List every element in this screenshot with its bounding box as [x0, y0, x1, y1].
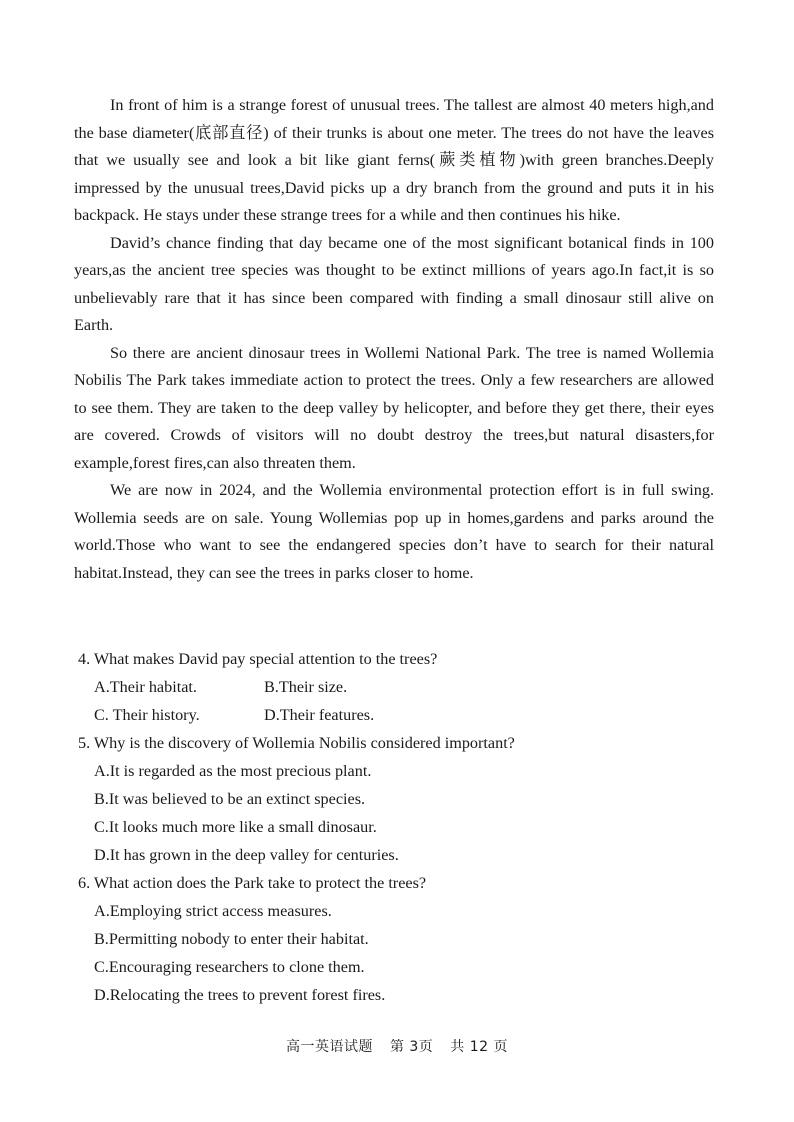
- question-options: [78, 673, 718, 729]
- option-b: B.Their size.: [264, 678, 348, 696]
- option-a: A.Employing strict access measures.: [94, 902, 332, 920]
- exam-title: 高一英语试题: [286, 1039, 373, 1055]
- option-c: C.It looks much more like a small dinosaur.: [94, 818, 377, 836]
- question-4: [78, 645, 718, 729]
- option-a: A.It is regarded as the most precious plant.: [94, 762, 372, 780]
- question-stem: 6. What action does the Park take to protect the trees?: [78, 874, 427, 892]
- page-number: 第 3页: [389, 1039, 434, 1055]
- option-c: C.Encouraging researchers to clone them.: [94, 958, 365, 976]
- option-b: B.Permitting nobody to enter their habitat.: [94, 930, 369, 948]
- question-options: [78, 757, 718, 869]
- question-stem: 5. Why is the discovery of Wollemia Nobilis considered important?: [78, 734, 515, 752]
- option-c: C. Their history.: [94, 706, 200, 724]
- option-a: A.Their habitat.: [94, 678, 197, 696]
- passage-paragraph: David’s chance finding that day became one of the most significant botanical finds in 100 years,as the ancient tree species was thought to be extinct millions of years ago.In fact,it is so unbelievably rare that it has since been compared with finding a small dinosaur still alive on Earth.: [74, 233, 714, 334]
- question-5: [78, 729, 718, 869]
- page-footer: [0, 1036, 794, 1056]
- question-6: [78, 869, 718, 1009]
- passage-paragraph: So there are ancient dinosaur trees in Wollemi National Park. The tree is named Wollemia Nobilis The Park takes immediate action to protect the trees. Only a few researchers are allowed to see them. They are taken to the deep valley by helicopter, and before they get there, their eyes are covered. Crowds of visitors will no doubt destroy the trees,but natural disasters,for example,forest fires,can also threaten them.: [74, 343, 714, 472]
- question-list: [78, 645, 718, 1009]
- passage-paragraph: We are now in 2024, and the Wollemia environmental protection effort is in full swing. Wollemia seeds are on sale. Young Wollemias pop up in homes,gardens and parks around the world.Those who want to see the endangered species don’t have to search for their natural habitat.Instead, they can see the trees in parks closer to home.: [74, 481, 714, 582]
- question-options: [78, 897, 718, 1009]
- page-total: 共 12 页: [450, 1039, 508, 1055]
- question-stem: 4. What makes David pay special attention to the trees?: [78, 650, 438, 668]
- reading-passage: [74, 92, 714, 587]
- option-d: D.It has grown in the deep valley for centuries.: [94, 846, 399, 864]
- option-d: D.Their features.: [264, 706, 375, 724]
- option-b: B.It was believed to be an extinct species.: [94, 790, 366, 808]
- option-d: D.Relocating the trees to prevent forest fires.: [94, 986, 386, 1004]
- passage-paragraph: In front of him is a strange forest of unusual trees. The tallest are almost 40 meters high,and the base diameter(底部直径) of their trunks is about one meter. The trees do not have the leaves that we usually see and look a bit like giant ferns(蕨类植物)with green branches.Deeply impressed by the unusual trees,David picks up a dry branch from the ground and puts it in his backpack. He stays under these strange trees for a while and then continues his hike.: [74, 96, 714, 224]
